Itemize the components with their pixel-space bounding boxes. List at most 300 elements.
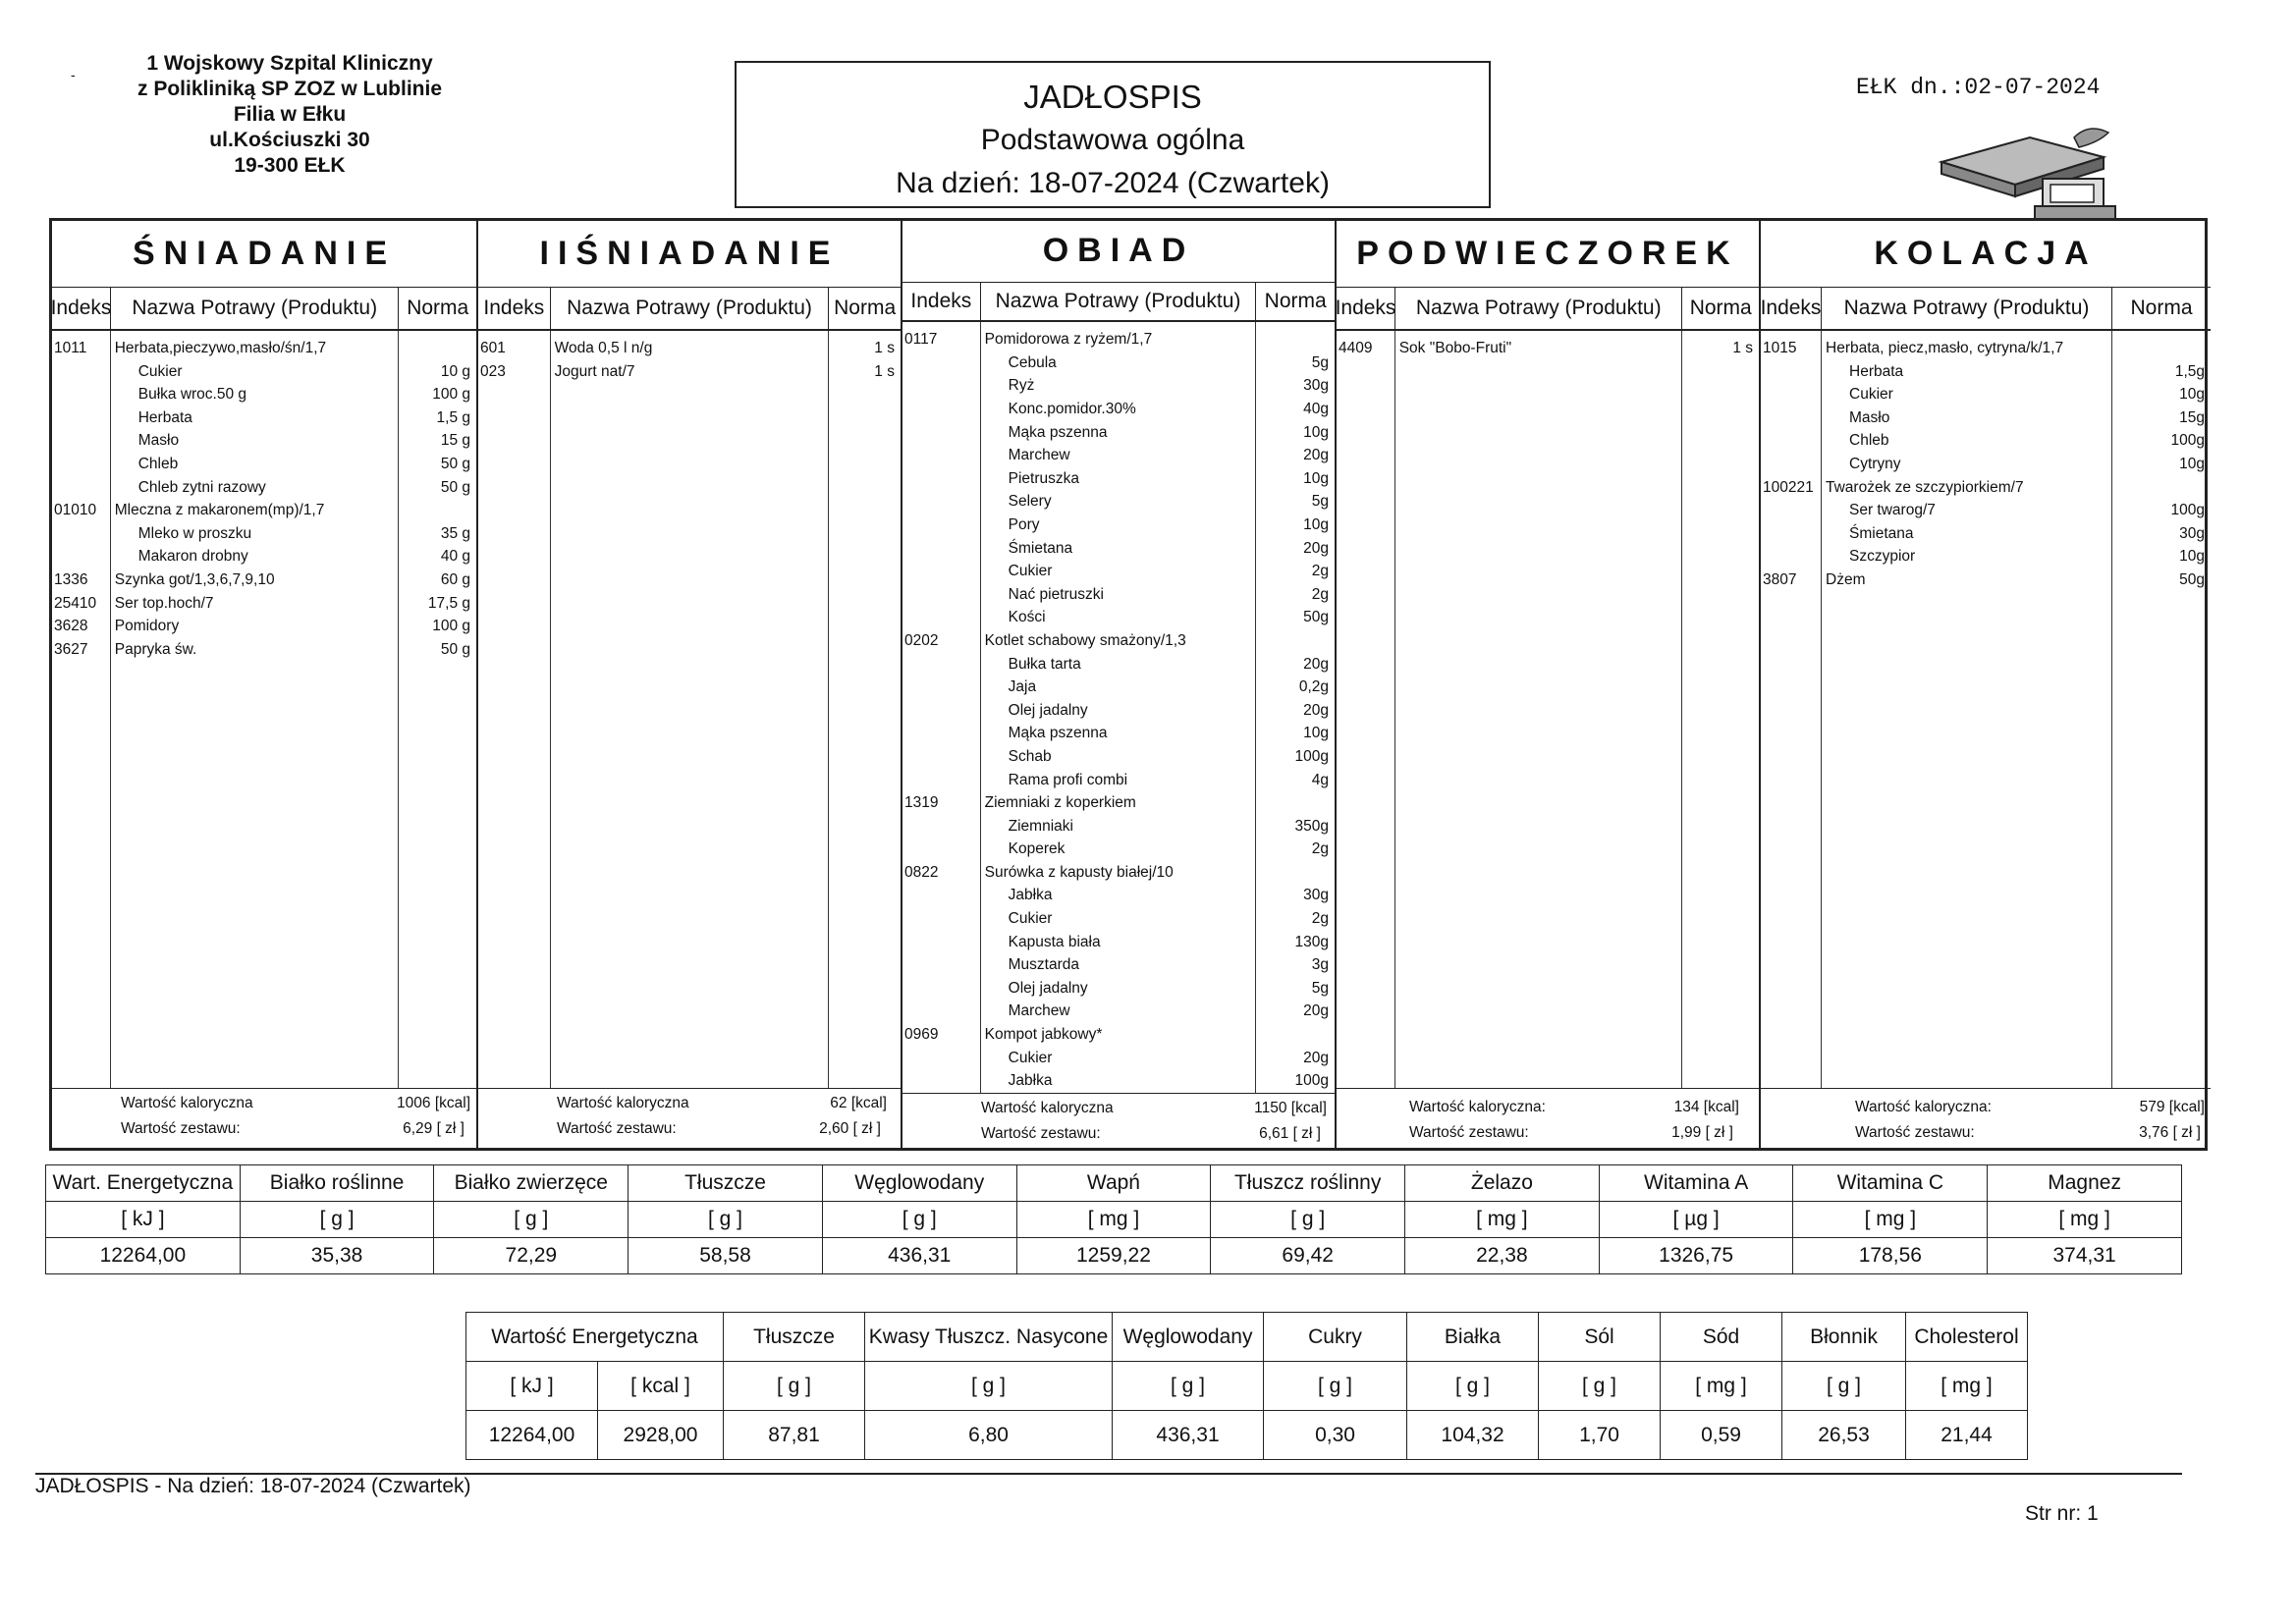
item-norm: 15 g bbox=[440, 432, 471, 450]
item-index: 1319 bbox=[904, 794, 939, 812]
item-name: Jogurt nat/7 bbox=[554, 362, 635, 380]
item-name: Ser twarog/7 bbox=[1849, 502, 1936, 519]
item-name: Nać pietruszki bbox=[1008, 585, 1104, 603]
header-cell: Węglowodany bbox=[822, 1165, 1016, 1202]
name-column bbox=[981, 322, 1257, 1093]
item-index bbox=[902, 815, 980, 839]
unit-cell: [ kcal ] bbox=[598, 1362, 724, 1411]
item-index bbox=[902, 977, 980, 1001]
item-index bbox=[902, 884, 980, 907]
item-index: 3628 bbox=[54, 618, 88, 635]
item-name: Musztarda bbox=[1008, 956, 1080, 974]
cost-label: Wartość zestawu: bbox=[557, 1120, 677, 1137]
value-cell: 374,31 bbox=[1988, 1238, 2182, 1274]
item-name: Cukier bbox=[1849, 386, 1893, 404]
header-cell: Cukry bbox=[1264, 1313, 1407, 1362]
cost-value: 1,99 [ zł ] bbox=[1671, 1124, 1733, 1141]
item-name: Chleb zytni razowy bbox=[137, 478, 266, 496]
item-index bbox=[902, 931, 980, 954]
item-norm bbox=[1256, 791, 1335, 815]
item-norm: 1,5g bbox=[2174, 362, 2205, 380]
value-cell: 436,31 bbox=[1113, 1411, 1264, 1460]
item-name: Cukier bbox=[1008, 563, 1053, 580]
item-index bbox=[52, 360, 110, 384]
column-headers bbox=[902, 283, 1335, 323]
item-norm: 20g bbox=[1303, 539, 1329, 557]
item-norm: 5g bbox=[1311, 979, 1329, 997]
item-norm: 10g bbox=[2179, 548, 2205, 566]
item-name: Bułka tarta bbox=[1008, 655, 1081, 673]
nutrition-unit-row bbox=[466, 1362, 2028, 1411]
item-norm: 1 s bbox=[874, 340, 895, 356]
header-cell: Błonnik bbox=[1782, 1313, 1906, 1362]
header-cell: Kwasy Tłuszcz. Nasycone bbox=[865, 1313, 1113, 1362]
item-index bbox=[902, 560, 980, 583]
meal-body bbox=[1337, 331, 1759, 1089]
item-norm: 20g bbox=[1303, 447, 1329, 464]
item-index bbox=[52, 429, 110, 453]
item-name: Pietruszka bbox=[1008, 469, 1080, 487]
header-cell: Witamina A bbox=[1599, 1165, 1793, 1202]
item-index bbox=[902, 490, 980, 514]
col-header-index: Indeks bbox=[1337, 288, 1395, 329]
meal-title: OBIAD bbox=[902, 221, 1335, 283]
col-header-norm: Norma bbox=[407, 297, 469, 319]
item-name: Ser top.hoch/7 bbox=[114, 594, 214, 612]
item-index bbox=[1761, 499, 1821, 522]
item-norm: 100g bbox=[2170, 432, 2205, 450]
item-index: 01010 bbox=[54, 502, 97, 519]
item-name: Herbata bbox=[137, 408, 192, 426]
item-index bbox=[902, 514, 980, 537]
item-index bbox=[902, 374, 980, 398]
item-norm: 30g bbox=[1303, 887, 1329, 904]
item-name: Herbata,pieczywo,masło/śn/1,7 bbox=[114, 340, 327, 356]
item-index: 1336 bbox=[54, 570, 88, 588]
nutrition-header-row bbox=[466, 1313, 2028, 1362]
kcal-value: 134 [kcal] bbox=[1673, 1099, 1739, 1115]
item-index bbox=[902, 676, 980, 699]
nutrition-header-row bbox=[46, 1165, 2182, 1202]
item-name: Schab bbox=[1008, 747, 1052, 765]
value-cell: 6,80 bbox=[865, 1411, 1113, 1460]
item-norm: 1 s bbox=[874, 362, 895, 380]
kcal-label: Wartość kaloryczna bbox=[557, 1095, 689, 1111]
cost-value: 6,61 [ zł ] bbox=[1259, 1124, 1321, 1142]
item-index bbox=[52, 476, 110, 500]
kcal-value: 1150 [kcal] bbox=[1254, 1099, 1327, 1116]
item-name: Pomidory bbox=[114, 618, 180, 635]
item-norm: 15g bbox=[2179, 408, 2205, 426]
item-index bbox=[902, 699, 980, 723]
value-cell: 21,44 bbox=[1906, 1411, 2028, 1460]
col-header-name: Nazwa Potrawy (Produktu) bbox=[551, 288, 830, 329]
item-name: Kości bbox=[1008, 609, 1046, 626]
nutrition-table-summary bbox=[465, 1312, 2028, 1460]
item-name: Cukier bbox=[1008, 1049, 1053, 1066]
item-index bbox=[1761, 453, 1821, 476]
unit-cell: [ µg ] bbox=[1599, 1202, 1793, 1238]
item-name: Marchew bbox=[1008, 1002, 1070, 1020]
value-cell: 178,56 bbox=[1793, 1238, 1988, 1274]
book-computer-clipart bbox=[1937, 118, 2133, 226]
item-norm: 1,5 g bbox=[436, 408, 471, 426]
value-cell: 22,38 bbox=[1405, 1238, 1600, 1274]
item-name: Kompot jabkowy* bbox=[984, 1026, 1103, 1044]
header-cell: Żelazo bbox=[1405, 1165, 1600, 1202]
item-norm: 0,2g bbox=[1298, 678, 1329, 696]
item-name: Cukier bbox=[1008, 910, 1053, 928]
meal-obiad bbox=[902, 221, 1337, 1148]
kcal-label: Wartość kaloryczna bbox=[981, 1099, 1114, 1116]
item-norm: 10g bbox=[2179, 386, 2205, 404]
item-norm: 20g bbox=[1303, 655, 1329, 673]
meal-body bbox=[478, 331, 901, 1089]
nutrition-table-daily bbox=[45, 1164, 2182, 1274]
item-index bbox=[1761, 406, 1821, 430]
item-norm: 4g bbox=[1311, 771, 1329, 788]
item-norm: 17,5 g bbox=[427, 594, 471, 612]
cost-label: Wartość zestawu: bbox=[981, 1124, 1101, 1142]
item-norm: 10g bbox=[1303, 423, 1329, 441]
item-norm: 2g bbox=[1311, 563, 1329, 580]
item-name: Śmietana bbox=[1849, 524, 1914, 542]
item-name: Pomidorowa z ryżem/1,7 bbox=[984, 331, 1153, 349]
unit-cell: [ g ] bbox=[1113, 1362, 1264, 1411]
col-header-index: Indeks bbox=[478, 288, 551, 329]
unit-cell: [ g ] bbox=[822, 1202, 1016, 1238]
index-column bbox=[478, 331, 551, 1088]
unit-cell: [ g ] bbox=[865, 1362, 1113, 1411]
item-name: Mleczna z makaronem(mp)/1,7 bbox=[114, 502, 325, 519]
value-cell: 12264,00 bbox=[46, 1238, 241, 1274]
col-header-norm: Norma bbox=[1264, 289, 1327, 312]
value-cell: 26,53 bbox=[1782, 1411, 1906, 1460]
item-index bbox=[902, 907, 980, 931]
meal-title: PODWIECZOREK bbox=[1337, 221, 1759, 288]
value-cell: 72,29 bbox=[434, 1238, 629, 1274]
unit-cell: [ kJ ] bbox=[466, 1362, 598, 1411]
unit-cell: [ g ] bbox=[434, 1202, 629, 1238]
value-cell: 35,38 bbox=[240, 1238, 434, 1274]
item-norm: 50 g bbox=[440, 478, 471, 496]
header-cell: Wart. Energetyczna bbox=[46, 1165, 241, 1202]
item-norm bbox=[1256, 1023, 1335, 1047]
item-name: Cytryny bbox=[1849, 455, 1901, 472]
header-cell: Sód bbox=[1661, 1313, 1782, 1362]
index-column bbox=[1337, 331, 1395, 1088]
nutrition-value-row bbox=[46, 1238, 2182, 1274]
item-name: Jabłka bbox=[1008, 887, 1053, 904]
item-index: 0969 bbox=[904, 1026, 939, 1044]
unit-cell: [ mg ] bbox=[1661, 1362, 1782, 1411]
item-index bbox=[902, 1069, 980, 1093]
value-cell: 87,81 bbox=[724, 1411, 865, 1460]
item-norm: 2g bbox=[1311, 910, 1329, 928]
meal-body bbox=[902, 322, 1335, 1094]
nutrition-unit-row bbox=[46, 1202, 2182, 1238]
item-norm: 100g bbox=[2170, 502, 2205, 519]
item-norm: 100 g bbox=[432, 618, 471, 635]
kcal-label: Wartość kaloryczna bbox=[121, 1095, 253, 1111]
hospital-line: z Polikliniką SP ZOZ w Lublinie bbox=[137, 78, 442, 100]
item-name: Olej jadalny bbox=[1008, 979, 1088, 997]
unit-cell: [ mg ] bbox=[1405, 1202, 1600, 1238]
item-index bbox=[1761, 383, 1821, 406]
header-cell: Cholesterol bbox=[1906, 1313, 2028, 1362]
menu-title: JADŁOSPIS bbox=[1023, 79, 1202, 115]
item-name: Mąka pszenna bbox=[1008, 725, 1108, 742]
value-cell: 1259,22 bbox=[1016, 1238, 1211, 1274]
item-norm: 2g bbox=[1311, 840, 1329, 858]
item-index: 601 bbox=[480, 340, 506, 356]
item-index: 3627 bbox=[54, 640, 88, 658]
item-name: Rama profi combi bbox=[1008, 771, 1128, 788]
item-name: Marchew bbox=[1008, 447, 1070, 464]
unit-cell: [ mg ] bbox=[1016, 1202, 1211, 1238]
item-norm bbox=[399, 499, 476, 522]
item-index bbox=[902, 606, 980, 629]
value-cell: 2928,00 bbox=[598, 1411, 724, 1460]
kcal-value: 62 [kcal] bbox=[830, 1095, 887, 1111]
item-name: Mąka pszenna bbox=[1008, 423, 1108, 441]
item-name: Woda 0,5 l n/g bbox=[554, 340, 653, 356]
item-norm: 50 g bbox=[440, 455, 471, 472]
item-index: 0822 bbox=[904, 863, 939, 881]
item-name: Masło bbox=[137, 432, 180, 450]
cost-value: 3,76 [ zł ] bbox=[2139, 1124, 2201, 1141]
col-header-index: Indeks bbox=[902, 283, 981, 321]
item-index bbox=[902, 745, 980, 769]
issue-date: EŁK dn.:02-07-2024 bbox=[1856, 75, 2101, 100]
value-cell: 1,70 bbox=[1539, 1411, 1661, 1460]
footer-text: JADŁOSPIS - Na dzień: 18-07-2024 (Czwartek) bbox=[35, 1475, 471, 1497]
item-name: Kotlet schabowy smażony/1,3 bbox=[984, 631, 1186, 649]
item-name: Selery bbox=[1008, 493, 1052, 511]
unit-cell: [ g ] bbox=[1539, 1362, 1661, 1411]
item-name: Surówka z kapusty białej/10 bbox=[984, 863, 1174, 881]
cost-label: Wartość zestawu: bbox=[1409, 1124, 1529, 1141]
item-norm: 50g bbox=[1303, 609, 1329, 626]
header-cell: Węglowodany bbox=[1113, 1313, 1264, 1362]
item-index: 100221 bbox=[1763, 478, 1814, 496]
item-index bbox=[902, 352, 980, 375]
kcal-label: Wartość kaloryczna: bbox=[1855, 1099, 1992, 1115]
item-index bbox=[902, 653, 980, 676]
meal-body bbox=[1761, 331, 2211, 1089]
item-name: Kapusta biała bbox=[1008, 933, 1101, 950]
unit-cell: [ g ] bbox=[629, 1202, 823, 1238]
cost-value: 6,29 [ zł ] bbox=[403, 1120, 465, 1137]
item-norm: 1 s bbox=[1732, 340, 1753, 356]
item-name: Ziemniaki bbox=[1008, 817, 1073, 835]
item-norm: 60 g bbox=[440, 570, 471, 588]
item-index bbox=[902, 1047, 980, 1070]
item-index bbox=[902, 398, 980, 421]
item-norm: 10g bbox=[1303, 725, 1329, 742]
unit-cell: [ mg ] bbox=[1988, 1202, 2182, 1238]
norm-column bbox=[2112, 331, 2211, 1088]
meals-table bbox=[49, 218, 2208, 1151]
meal-footer bbox=[902, 1094, 1335, 1148]
item-name: Koperek bbox=[1008, 840, 1066, 858]
meal-title: IIŚNIADANIE bbox=[478, 221, 901, 288]
index-column bbox=[52, 331, 111, 1088]
col-header-norm: Norma bbox=[834, 297, 897, 319]
value-cell: 1326,75 bbox=[1599, 1238, 1793, 1274]
item-name: Konc.pomidor.30% bbox=[1008, 401, 1136, 418]
item-norm bbox=[2112, 337, 2211, 360]
unit-cell: [ g ] bbox=[724, 1362, 865, 1411]
item-name: Szynka got/1,3,6,7,9,10 bbox=[114, 570, 275, 588]
item-norm: 2g bbox=[1311, 585, 1329, 603]
item-norm: 350g bbox=[1294, 817, 1329, 835]
item-index bbox=[902, 537, 980, 561]
header-cell: Wapń bbox=[1016, 1165, 1211, 1202]
item-norm: 100g bbox=[1294, 747, 1329, 765]
item-name: Śmietana bbox=[1008, 539, 1073, 557]
col-header-index: Indeks bbox=[52, 288, 111, 329]
item-norm: 20g bbox=[1303, 1049, 1329, 1066]
header-cell: Sól bbox=[1539, 1313, 1661, 1362]
item-name: Pory bbox=[1008, 515, 1040, 533]
meal-footer bbox=[52, 1089, 476, 1148]
item-index bbox=[52, 453, 110, 476]
column-headers bbox=[478, 288, 901, 331]
meal-ii-sniadanie bbox=[478, 221, 902, 1148]
item-norm: 3g bbox=[1311, 956, 1329, 974]
item-norm: 10 g bbox=[440, 362, 471, 380]
item-index bbox=[902, 838, 980, 861]
item-name: Bułka wroc.50 g bbox=[137, 386, 247, 404]
norm-column bbox=[399, 331, 476, 1088]
col-header-name: Nazwa Potrawy (Produktu) bbox=[1822, 288, 2112, 329]
item-norm: 100g bbox=[1294, 1072, 1329, 1090]
item-index bbox=[52, 383, 110, 406]
unit-cell: [ g ] bbox=[1264, 1362, 1407, 1411]
cost-label: Wartość zestawu: bbox=[1855, 1124, 1975, 1141]
meal-footer bbox=[1337, 1089, 1759, 1148]
col-header-name: Nazwa Potrawy (Produktu) bbox=[111, 288, 399, 329]
value-cell: 12264,00 bbox=[466, 1411, 598, 1460]
item-index bbox=[902, 467, 980, 491]
item-index bbox=[902, 421, 980, 445]
item-norm: 10g bbox=[1303, 515, 1329, 533]
unit-cell: [ mg ] bbox=[1793, 1202, 1988, 1238]
col-header-name: Nazwa Potrawy (Produktu) bbox=[981, 283, 1257, 321]
item-index: 1011 bbox=[54, 340, 87, 356]
item-name: Makaron drobny bbox=[137, 548, 248, 566]
item-name: Herbata bbox=[1849, 362, 1904, 380]
value-cell: 0,59 bbox=[1661, 1411, 1782, 1460]
column-headers bbox=[1761, 288, 2211, 331]
meal-title: ŚNIADANIE bbox=[52, 221, 476, 288]
item-index bbox=[52, 522, 110, 546]
meal-title: KOLACJA bbox=[1761, 221, 2211, 288]
kcal-label: Wartość kaloryczna: bbox=[1409, 1099, 1546, 1115]
unit-cell: [ g ] bbox=[1407, 1362, 1539, 1411]
value-cell: 69,42 bbox=[1211, 1238, 1405, 1274]
value-cell: 436,31 bbox=[822, 1238, 1016, 1274]
item-norm bbox=[1256, 861, 1335, 885]
index-column bbox=[902, 322, 981, 1093]
item-index bbox=[1761, 522, 1821, 546]
col-header-name: Nazwa Potrawy (Produktu) bbox=[1395, 288, 1682, 329]
item-norm: 5g bbox=[1311, 493, 1329, 511]
cost-value: 2,60 [ zł ] bbox=[819, 1120, 881, 1137]
item-index bbox=[902, 722, 980, 745]
item-norm: 20g bbox=[1303, 701, 1329, 719]
name-column bbox=[1822, 331, 2112, 1088]
item-index: 4409 bbox=[1339, 340, 1373, 356]
item-norm bbox=[2112, 476, 2211, 500]
menu-subtitle: Podstawowa ogólna bbox=[980, 124, 1245, 156]
item-name: Cukier bbox=[137, 362, 183, 380]
item-norm: 40g bbox=[1303, 401, 1329, 418]
item-norm: 10g bbox=[2179, 455, 2205, 472]
cost-label: Wartość zestawu: bbox=[121, 1120, 241, 1137]
norm-column bbox=[829, 331, 901, 1088]
column-headers bbox=[52, 288, 476, 331]
item-norm: 30g bbox=[2179, 524, 2205, 542]
item-index bbox=[902, 769, 980, 792]
item-index bbox=[902, 583, 980, 607]
item-index bbox=[1761, 360, 1821, 384]
item-norm bbox=[1256, 629, 1335, 653]
nutrition-value-row bbox=[466, 1411, 2028, 1460]
item-norm: 35 g bbox=[440, 524, 471, 542]
hospital-line: 19-300 EŁK bbox=[234, 154, 346, 177]
item-name: Jabłka bbox=[1008, 1072, 1053, 1090]
item-index bbox=[1761, 429, 1821, 453]
name-column bbox=[111, 331, 400, 1088]
item-norm: 5g bbox=[1311, 353, 1329, 371]
item-name: Ziemniaki z koperkiem bbox=[984, 794, 1136, 812]
column-headers bbox=[1337, 288, 1759, 331]
kcal-value: 579 [kcal] bbox=[2139, 1099, 2205, 1115]
item-index bbox=[52, 406, 110, 430]
index-column bbox=[1761, 331, 1822, 1088]
item-norm: 130g bbox=[1294, 933, 1329, 950]
item-name: Papryka św. bbox=[114, 640, 197, 658]
unit-cell: [ g ] bbox=[1782, 1362, 1906, 1411]
col-header-index: Indeks bbox=[1761, 288, 1822, 329]
item-name: Chleb bbox=[137, 455, 179, 472]
item-norm: 10g bbox=[1303, 469, 1329, 487]
item-name: Olej jadalny bbox=[1008, 701, 1088, 719]
item-index: 0117 bbox=[904, 331, 938, 349]
item-norm bbox=[399, 337, 476, 360]
kcal-value: 1006 [kcal] bbox=[397, 1095, 470, 1111]
item-name: Ryż bbox=[1008, 377, 1035, 395]
hospital-line: Filia w Ełku bbox=[233, 103, 347, 126]
item-name: Twarożek ze szczypiorkiem/7 bbox=[1826, 478, 2024, 496]
col-header-norm: Norma bbox=[2130, 297, 2193, 319]
header-cell: Wartość Energetyczna bbox=[466, 1313, 724, 1362]
item-index bbox=[902, 1000, 980, 1023]
unit-cell: [ kJ ] bbox=[46, 1202, 241, 1238]
header-cell: Tłuszcze bbox=[724, 1313, 865, 1362]
name-column bbox=[551, 331, 830, 1088]
item-norm: 50g bbox=[2179, 570, 2205, 588]
item-name: Cebula bbox=[1008, 353, 1057, 371]
item-index: 3807 bbox=[1763, 570, 1797, 588]
item-name: Szczypior bbox=[1849, 548, 1916, 566]
item-name: Sok "Bobo-Fruti" bbox=[1398, 340, 1512, 356]
value-cell: 58,58 bbox=[629, 1238, 823, 1274]
unit-cell: [ g ] bbox=[240, 1202, 434, 1238]
unit-cell: [ mg ] bbox=[1906, 1362, 2028, 1411]
